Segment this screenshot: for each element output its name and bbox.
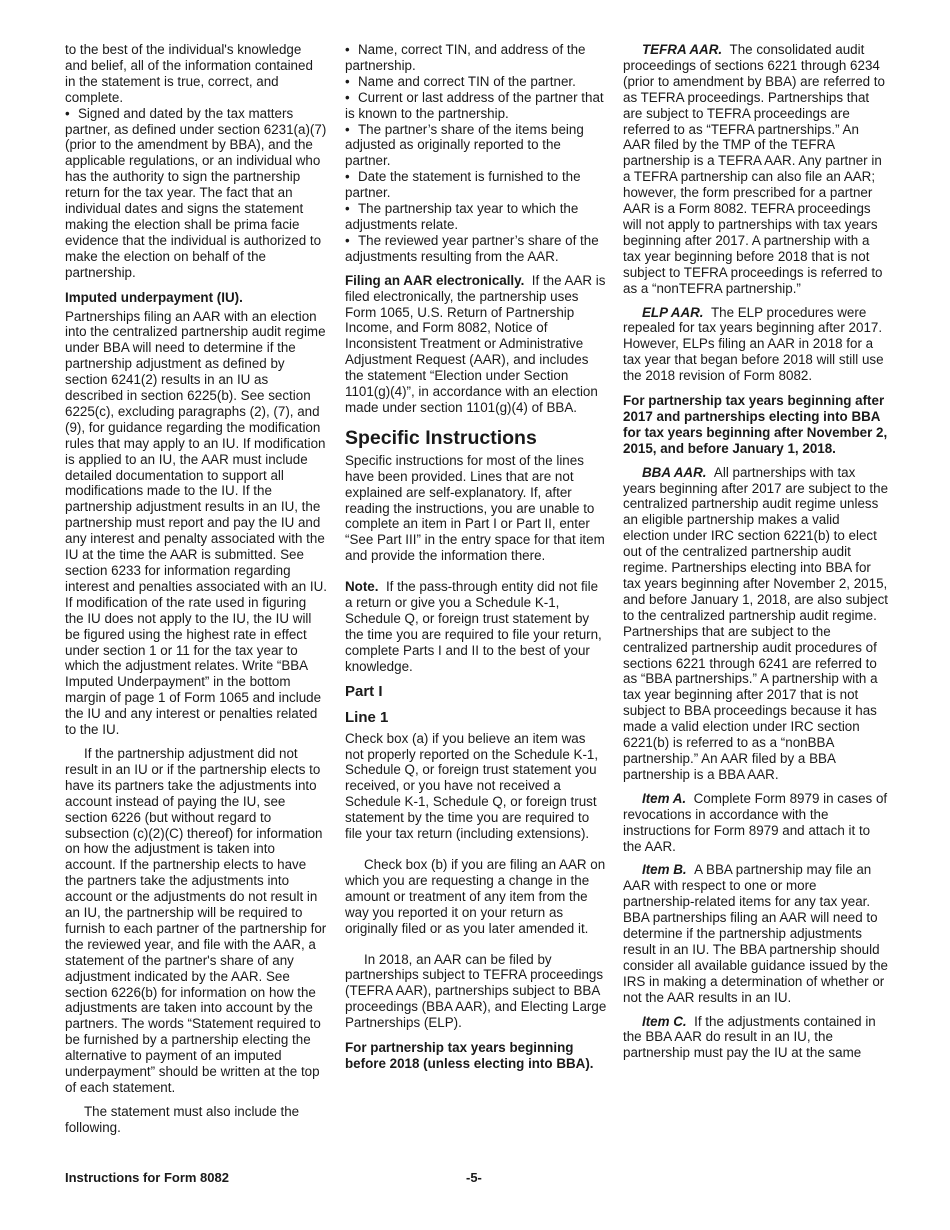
run-in-heading: Item C. bbox=[642, 1013, 687, 1029]
line-heading: Line 1 bbox=[345, 708, 389, 726]
bullet-icon: • bbox=[345, 201, 350, 217]
paragraph-note bbox=[345, 579, 607, 674]
bullet-text: The partnership tax year to which the adjustments relate. bbox=[345, 201, 579, 232]
bullet-item bbox=[345, 74, 607, 90]
run-in-heading: Filing an AAR electronically. bbox=[345, 272, 525, 288]
bullet-item bbox=[345, 169, 607, 201]
bullet-icon: • bbox=[345, 73, 350, 89]
paragraph-item-c bbox=[623, 1014, 888, 1062]
section-heading-specific-instructions: Specific Instructions bbox=[345, 426, 537, 449]
paragraph-filing bbox=[345, 273, 607, 416]
paragraph-text: If the adjustments contained in the BBA AAR do result in an IU, the partnership must pay the IU at the same bbox=[623, 1013, 876, 1061]
bullet-text: The reviewed year partner’s share of the adjustments resulting from the AAR. bbox=[345, 232, 599, 264]
bullet-text: Current or last address of the partner that is known to the partnership. bbox=[345, 89, 604, 121]
run-in-heading: Item B. bbox=[642, 862, 687, 878]
bullet-text: The partner’s share of the items being adjusted as originally reported to the partner. bbox=[345, 121, 584, 169]
page-number: -5- bbox=[466, 1170, 482, 1185]
subsection-heading-pre2018: For partnership tax years beginning before 2018 (unless electing into BBA). bbox=[345, 1040, 594, 1071]
bullet-item bbox=[345, 42, 607, 74]
paragraph: Partnerships filing an AAR with an election into the centralized partnership audit regime under BBA will need to determine if the partnership adjustment as defined by section 6241(2) results in an IU as described in section 6225(b). See section 6225(c), excluding paragraphs (2), (7), and (9), for guidance regarding the modification rules that may apply to an IU. If modification is applied to an IU, the AAR must include detailed documentation to support all modifications made to the IU. If the partnership adjustment results in an IU, the partnership must report and pay the IU and any interest and penalty associated with the IU at the time the AAR is submitted. See section 6233 for information regarding interest and penalties associated with an IU. If modification of the rate used in figuring the IU does not apply to the IU, the IU will be figured using the highest rate in effect under section 1 or 11 for the tax year to which the adjustment relates. Write “BBA Imputed Underpayment” in the bottom margin of page 1 of Form 1065 and include the IU and any interest or penalties related to the IU. bbox=[65, 308, 328, 738]
bullet-item bbox=[65, 106, 327, 281]
bullet-icon: • bbox=[65, 105, 70, 121]
bullet-icon: • bbox=[345, 42, 350, 57]
paragraph-item-b bbox=[623, 862, 888, 1005]
paragraph: Check box (b) if you are filing an AAR on which you are requesting a change in the amount or treatment of any item from the way you reported it on your return as originally filed or as you later amended it. bbox=[345, 856, 606, 936]
section-heading-iu: Imputed underpayment (IU). bbox=[65, 289, 243, 305]
paragraph-text: All partnerships with tax years beginning after 2017 are subject to the centralized partnership audit regime unless an eligible partnership makes a valid election under IRC section 6221(b) to elect out of the centralized partnership audit regime. Partnerships electing into BBA for tax years beginning after November 2, 2015, and before January 1, 2018, are also subject to the centralized partnership audit regime. Partnerships that are subject to the centralized partnership audit procedures of sections 6221 through 6241 are referred to as “BBA partnerships.” A partnership with a tax year beginning after 2017 that is not subject to BBA proceedings because it has made a valid election under IRC section 6221(b) is referred to as a “nonBBA partnership.” An AAR filed by a BBA partnership is a BBA AAR. bbox=[623, 464, 889, 782]
column-right bbox=[623, 42, 888, 1061]
run-in-heading: Item A. bbox=[642, 790, 687, 806]
run-in-heading: BBA AAR. bbox=[642, 464, 707, 480]
bullet-text: Name, correct TIN, and address of the partnership. bbox=[345, 42, 586, 73]
paragraph: to the best of the individual's knowledge and belief, all of the information contained in the statement is true, correct, and complete. bbox=[65, 42, 313, 105]
paragraph-tefra bbox=[623, 42, 888, 297]
column-middle bbox=[345, 42, 607, 1075]
bullet-item bbox=[345, 201, 607, 233]
bullet-text: Signed and dated by the tax matters partner, as defined under section 6231(a)(7) (prior to the amendment by BBA), and the applicable regulations, or an individual who has the authority to sign the partnership return for the tax year. The fact that an individual dates and signs the statement making the election shall be prima facie evidence that the individual is authorized to make the election on behalf of the partnership. bbox=[65, 105, 327, 280]
run-in-heading: TEFRA AAR. bbox=[642, 42, 723, 57]
bullet-icon: • bbox=[345, 232, 350, 248]
paragraph-text: If the pass-through entity did not file a return or give you a Schedule K-1, Schedule Q, or foreign trust statement by the time you are required to file your return, complete Parts I and II to the best of your knowledge. bbox=[345, 579, 602, 674]
paragraph: The statement must also include the following. bbox=[65, 1103, 300, 1135]
run-in-heading: ELP AAR. bbox=[642, 304, 704, 320]
run-in-heading: Note. bbox=[345, 579, 379, 595]
bullet-item bbox=[345, 233, 607, 265]
bullet-item bbox=[345, 90, 607, 122]
paragraph-item-a bbox=[623, 791, 888, 855]
paragraph-elp bbox=[623, 305, 888, 385]
paragraph: Specific instructions for most of the lines have been provided. Lines that are not explained are self-explanatory. If, after reading the instructions, you are unable to complete an item in Part I or Part II, enter “See Part III” in the entry space for that item and provide the information there. bbox=[345, 452, 605, 564]
paragraph-text: If the AAR is filed electronically, the partnership uses Form 1065, U.S. Return of Partnership Income, and Form 8082, Notice of Inconsistent Treatment or Administrative Adjustment Request (AAR), and includes the statement “Election under Section 1101(g)(4)”, in accordance with an election made under section 1101(g)(4) of BBA. bbox=[345, 272, 606, 415]
bullet-item bbox=[345, 122, 607, 170]
paragraph-text: The consolidated audit proceedings of sections 6221 through 6234 (prior to amendment by BBA) are referred to as TEFRA proceedings. Partnerships that are subject to TEFRA proceedings are referred to as “TEFRA partnerships.” An AAR filed by the TMP of the TEFRA partnership is a TEFRA AAR. Any partner in a TEFRA partnership can also file an AAR; however, the form prescribed for a partner AAR is a Form 8082. TEFRA proceedings will not apply to partnerships with tax years beginning after 2017. A partnership with a tax year beginning before 2018 that is not subject to TEFRA proceedings is referred to as a “nonTEFRA partnership.” bbox=[623, 42, 885, 296]
paragraph-text: The ELP procedures were repealed for tax years beginning after 2017. However, ELPs filing an AAR in 2018 for a tax year that began before 2018 will still use the 2018 revision of Form 8082. bbox=[623, 304, 884, 384]
column-left bbox=[65, 42, 327, 1136]
paragraph-text: A BBA partnership may file an AAR with respect to one or more partnership-related items for any tax year. BBA partnerships filing an AAR will need to determine if the partnership adjustments result in an IU. The BBA partnership should consider all available guidance issued by the IRS in making a determination of whether or not the AAR results in an IU. bbox=[623, 862, 889, 1005]
paragraph: If the partnership adjustment did not result in an IU or if the partnership elects to have its partners take the adjustments into account instead of paying the IU, see section 6226 (but without regard to subsection (c)(2)(C) thereof) for information on how the adjustment is taken into account. If the partnership elects to have the partners take the adjustments into account or the adjustments do not result in an IU, the partnership will be required to furnish to each partner of the partnership for the reviewed year, and file with the AAR, a statement of the partner's share of any adjustment indicated by the AAR. See section 6226(b) for information on how the adjustments are taken into account by the partners. The words “Statement required to be furnished by a partnership electing the alternative to payment of an imputed underpayment” should be written at the top of each statement. bbox=[65, 745, 327, 1095]
subsection-heading-post2017: For partnership tax years beginning after 2017 and partnerships electing into BBA for tax years beginning after November 2, 2015, and before January 1, 2018. bbox=[623, 393, 888, 456]
bullet-icon: • bbox=[345, 89, 350, 105]
paragraph-text: Complete Form 8979 in cases of revocations in accordance with the instructions for Form 8979 and attach it to the AAR. bbox=[623, 790, 888, 854]
bullet-icon: • bbox=[345, 121, 350, 137]
paragraph: Check box (a) if you believe an item was not properly reported on the Schedule K-1, Schedule Q, or foreign trust statement you received, or you have not received a Schedule K-1, Schedule Q, or foreign trust statement by the time you are required to file your tax return (including extensions). bbox=[345, 730, 599, 842]
part-heading: Part I bbox=[345, 682, 383, 700]
bullet-text: Name and correct TIN of the partner. bbox=[358, 73, 576, 89]
bullet-text: Date the statement is furnished to the partner. bbox=[345, 169, 581, 201]
paragraph: In 2018, an AAR can be filed by partnerships subject to TEFRA proceedings (TEFRA AAR), partnerships subject to BBA proceedings (BBA AAR), and Electing Large Partnerships (ELP). bbox=[345, 951, 607, 1031]
paragraph-bba bbox=[623, 465, 888, 783]
bullet-icon: • bbox=[345, 169, 350, 185]
footer-form-title: Instructions for Form 8082 bbox=[65, 1170, 229, 1185]
